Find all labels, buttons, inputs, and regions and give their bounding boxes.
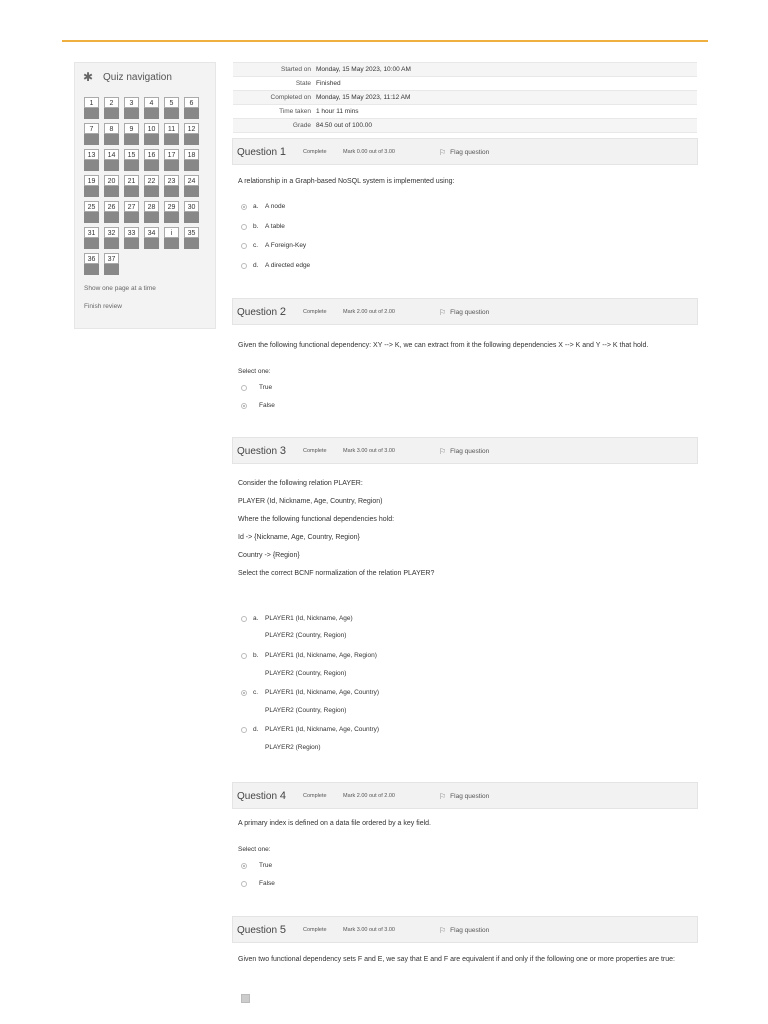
- question-nav-number: 33: [124, 227, 139, 238]
- question-nav-button[interactable]: [144, 227, 159, 249]
- question-nav-number: 37: [104, 253, 119, 264]
- question-nav-status-bar: [104, 108, 119, 119]
- summary-value: Monday, 15 May 2023, 10:00 AM: [316, 66, 411, 73]
- question-1-title: Question 1: [237, 146, 286, 158]
- question-nav-status-bar: [144, 108, 159, 119]
- radio-button[interactable]: [241, 263, 247, 269]
- question-nav-status-bar: [144, 238, 159, 249]
- question-3-line-3: Where the following functional dependencies hold:: [238, 516, 395, 523]
- question-5-text: Given two functional dependency sets F and E, we say that E and F are equivalent if and only if the following one or more properties are true:: [238, 956, 675, 963]
- question-nav-status-bar: [164, 212, 179, 223]
- question-nav-button[interactable]: [144, 175, 159, 197]
- q3-option-a[interactable]: a. PLAYER1 (Id, Nickname, Age): [241, 615, 353, 622]
- question-2-state: Complete: [303, 309, 327, 315]
- radio-button[interactable]: [241, 863, 247, 869]
- q2-option-false[interactable]: False: [241, 402, 275, 409]
- question-nav-status-bar: [124, 160, 139, 171]
- question-nav-number: 8: [104, 123, 119, 134]
- flag-icon: ⚐: [439, 792, 447, 801]
- radio-button[interactable]: [241, 727, 247, 733]
- q1-option-b[interactable]: b. A table: [241, 223, 285, 230]
- question-5-title: Question 5: [237, 924, 286, 936]
- summary-row: [233, 118, 697, 133]
- question-nav-button[interactable]: [104, 97, 119, 119]
- question-nav-number: 9: [124, 123, 139, 134]
- question-nav-button[interactable]: [104, 201, 119, 223]
- question-4-select-one: Select one:: [238, 846, 271, 853]
- question-nav-status-bar: [164, 186, 179, 197]
- question-nav-status-bar: [164, 238, 179, 249]
- question-nav-number: 17: [164, 149, 179, 160]
- question-nav-button[interactable]: [164, 149, 179, 171]
- quiz-navigation-panel: [74, 62, 216, 329]
- question-nav-status-bar: [184, 108, 199, 119]
- radio-button[interactable]: [241, 204, 247, 210]
- q3-option-b-sub: PLAYER2 (Country, Region): [265, 670, 347, 677]
- question-4-mark: Mark 2.00 out of 2.00: [343, 793, 395, 799]
- question-nav-button[interactable]: [164, 175, 179, 197]
- question-nav-status-bar: [84, 264, 99, 275]
- quiz-navigation-header: [83, 71, 172, 83]
- summary-key: Completed on: [270, 94, 311, 101]
- question-3-header: [232, 437, 698, 464]
- q3-option-a-sub: PLAYER2 (Country, Region): [265, 632, 347, 639]
- question-nav-number: 23: [164, 175, 179, 186]
- question-nav-button[interactable]: [84, 253, 99, 275]
- question-5-flag[interactable]: ⚐ Flag question: [439, 926, 490, 935]
- question-2-header: [232, 298, 698, 325]
- question-nav-status-bar: [184, 238, 199, 249]
- question-nav-button[interactable]: [164, 97, 179, 119]
- question-nav-number: 14: [104, 149, 119, 160]
- question-nav-button[interactable]: [164, 227, 179, 249]
- q3-option-b[interactable]: b. PLAYER1 (Id, Nickname, Age, Region): [241, 652, 377, 659]
- question-nav-status-bar: [84, 238, 99, 249]
- question-nav-status-bar: [124, 212, 139, 223]
- question-nav-status-bar: [84, 108, 99, 119]
- radio-button[interactable]: [241, 653, 247, 659]
- question-nav-button[interactable]: [164, 201, 179, 223]
- question-nav-status-bar: [184, 212, 199, 223]
- question-nav-status-bar: [144, 186, 159, 197]
- question-5-mark: Mark 3.00 out of 3.00: [343, 927, 395, 933]
- q5-checkbox[interactable]: [241, 994, 250, 1003]
- question-nav-status-bar: [184, 160, 199, 171]
- question-4-flag[interactable]: ⚐ Flag question: [439, 792, 490, 801]
- radio-button[interactable]: [241, 224, 247, 230]
- question-nav-button[interactable]: [84, 201, 99, 223]
- question-3-title: Question 3: [237, 445, 286, 457]
- question-nav-status-bar: [84, 160, 99, 171]
- question-nav-button[interactable]: [124, 123, 139, 145]
- radio-button[interactable]: [241, 403, 247, 409]
- gear-icon: ✱: [83, 70, 94, 84]
- question-nav-status-bar: [84, 212, 99, 223]
- question-nav-status-bar: [164, 160, 179, 171]
- show-one-page-link[interactable]: Show one page at a time: [84, 285, 156, 292]
- question-nav-button[interactable]: [124, 227, 139, 249]
- question-2-select-one: Select one:: [238, 368, 271, 375]
- q3-option-d[interactable]: d. PLAYER1 (Id, Nickname, Age, Country): [241, 726, 379, 733]
- question-nav-button[interactable]: [184, 227, 199, 249]
- question-nav-button[interactable]: [84, 149, 99, 171]
- question-nav-button[interactable]: [84, 97, 99, 119]
- question-nav-number: 11: [164, 123, 179, 134]
- question-nav-number: 4: [144, 97, 159, 108]
- question-nav-button[interactable]: [144, 123, 159, 145]
- question-nav-status-bar: [144, 212, 159, 223]
- summary-value: 1 hour 11 mins: [316, 108, 359, 115]
- q1-option-d[interactable]: d. A directed edge: [241, 262, 310, 269]
- question-nav-button[interactable]: [124, 97, 139, 119]
- q1-option-a[interactable]: a. A node: [241, 203, 285, 210]
- question-nav-number: 15: [124, 149, 139, 160]
- question-3-line-6: Select the correct BCNF normalization of the relation PLAYER?: [238, 570, 435, 577]
- question-nav-status-bar: [184, 134, 199, 145]
- question-nav-number: 10: [144, 123, 159, 134]
- q3-option-c-sub: PLAYER2 (Country, Region): [265, 707, 347, 714]
- question-nav-button[interactable]: [124, 201, 139, 223]
- question-nav-number: 29: [164, 201, 179, 212]
- q2-option-true[interactable]: True: [241, 384, 272, 391]
- question-nav-number: 12: [184, 123, 199, 134]
- question-nav-number: 19: [84, 175, 99, 186]
- question-nav-button[interactable]: [84, 227, 99, 249]
- radio-button[interactable]: [241, 881, 247, 887]
- question-nav-status-bar: [164, 108, 179, 119]
- question-nav-number: 36: [84, 253, 99, 264]
- question-nav-button[interactable]: [124, 175, 139, 197]
- q1-option-c[interactable]: c. A Foreign-Key: [241, 242, 306, 249]
- question-nav-button[interactable]: [84, 175, 99, 197]
- question-nav-button[interactable]: [184, 175, 199, 197]
- q4-option-false[interactable]: False: [241, 880, 275, 887]
- question-nav-status-bar: [124, 134, 139, 145]
- attempt-summary-table: [233, 62, 697, 133]
- flag-icon: ⚐: [439, 926, 447, 935]
- flag-icon: ⚐: [439, 447, 447, 456]
- question-nav-button[interactable]: [184, 123, 199, 145]
- question-1-flag[interactable]: ⚐ Flag question: [439, 148, 490, 157]
- summary-key: Time taken: [279, 108, 311, 115]
- question-nav-number: i: [164, 227, 179, 238]
- question-nav-button[interactable]: [84, 123, 99, 145]
- question-1-mark: Mark 0.00 out of 3.00: [343, 149, 395, 155]
- question-nav-status-bar: [124, 186, 139, 197]
- question-nav-number: 25: [84, 201, 99, 212]
- question-nav-number: 18: [184, 149, 199, 160]
- question-nav-button[interactable]: [104, 253, 119, 275]
- question-2-text: Given the following functional dependency: XY --> K, we can extract from it the following dependencies X --> K and Y --> K that hold.: [238, 342, 649, 349]
- flag-icon: ⚐: [439, 148, 447, 157]
- question-nav-number: 28: [144, 201, 159, 212]
- question-nav-status-bar: [104, 212, 119, 223]
- question-nav-status-bar: [184, 186, 199, 197]
- question-nav-number: 1: [84, 97, 99, 108]
- question-nav-number: 7: [84, 123, 99, 134]
- summary-key: Started on: [281, 66, 311, 73]
- question-nav-number: 2: [104, 97, 119, 108]
- question-nav-button[interactable]: [164, 123, 179, 145]
- question-nav-status-bar: [84, 186, 99, 197]
- summary-value: Monday, 15 May 2023, 11:12 AM: [316, 94, 411, 101]
- question-nav-button[interactable]: [144, 201, 159, 223]
- question-nav-button[interactable]: [104, 123, 119, 145]
- question-nav-number: 34: [144, 227, 159, 238]
- question-nav-status-bar: [144, 134, 159, 145]
- question-2-mark: Mark 2.00 out of 2.00: [343, 309, 395, 315]
- question-nav-number: 31: [84, 227, 99, 238]
- question-nav-number: 16: [144, 149, 159, 160]
- question-nav-button[interactable]: [184, 97, 199, 119]
- question-nav-status-bar: [104, 186, 119, 197]
- question-nav-number: 26: [104, 201, 119, 212]
- quiz-navigation-title: Quiz navigation: [103, 71, 172, 83]
- summary-value: Finished: [316, 80, 341, 87]
- q3-option-d-sub: PLAYER2 (Region): [265, 744, 321, 751]
- question-3-state: Complete: [303, 448, 327, 454]
- radio-button[interactable]: [241, 385, 247, 391]
- question-nav-status-bar: [104, 238, 119, 249]
- question-nav-button[interactable]: [144, 149, 159, 171]
- question-nav-number: 20: [104, 175, 119, 186]
- question-nav-button[interactable]: [184, 201, 199, 223]
- question-nav-status-bar: [124, 238, 139, 249]
- summary-key: Grade: [292, 122, 311, 129]
- question-nav-status-bar: [104, 160, 119, 171]
- q4-option-true[interactable]: True: [241, 862, 272, 869]
- question-2-title: Question 2: [237, 306, 286, 318]
- radio-button[interactable]: [241, 616, 247, 622]
- question-nav-button[interactable]: [144, 97, 159, 119]
- header-accent-line: [62, 40, 708, 42]
- summary-row: [233, 90, 697, 104]
- question-nav-number: 21: [124, 175, 139, 186]
- question-3-line-1: Consider the following relation PLAYER:: [238, 480, 363, 487]
- question-1-text: A relationship in a Graph-based NoSQL system is implemented using:: [238, 178, 455, 185]
- question-nav-number: 5: [164, 97, 179, 108]
- question-3-flag[interactable]: ⚐ Flag question: [439, 447, 490, 456]
- radio-button[interactable]: [241, 690, 247, 696]
- question-4-title: Question 4: [237, 790, 286, 802]
- summary-row: [233, 104, 697, 118]
- question-5-header: [232, 916, 698, 943]
- question-nav-number: 22: [144, 175, 159, 186]
- question-nav-number: 6: [184, 97, 199, 108]
- summary-key: State: [295, 80, 311, 87]
- question-3-line-5: Country -> {Region}: [238, 552, 300, 559]
- question-nav-number: 3: [124, 97, 139, 108]
- question-nav-button[interactable]: [104, 175, 119, 197]
- question-4-state: Complete: [303, 793, 327, 799]
- question-nav-status-bar: [124, 108, 139, 119]
- question-3-line-4: Id -> {Nickname, Age, Country, Region}: [238, 534, 360, 541]
- question-nav-status-bar: [144, 160, 159, 171]
- question-4-header: [232, 782, 698, 809]
- question-1-header: [232, 138, 698, 165]
- question-1-state: Complete: [303, 149, 327, 155]
- question-nav-status-bar: [104, 264, 119, 275]
- finish-review-link[interactable]: Finish review: [84, 303, 122, 310]
- question-nav-number: 35: [184, 227, 199, 238]
- summary-row: [233, 76, 697, 90]
- question-nav-number: 27: [124, 201, 139, 212]
- flag-icon: ⚐: [439, 308, 447, 317]
- question-5-state: Complete: [303, 927, 327, 933]
- summary-value: 84.50 out of 100.00: [316, 122, 373, 129]
- question-nav-button[interactable]: [124, 149, 139, 171]
- question-nav-status-bar: [164, 134, 179, 145]
- question-nav-status-bar: [84, 134, 99, 145]
- question-3-mark: Mark 3.00 out of 3.00: [343, 448, 395, 454]
- q3-option-c[interactable]: c. PLAYER1 (Id, Nickname, Age, Country): [241, 689, 379, 696]
- question-nav-number: 13: [84, 149, 99, 160]
- question-2-flag[interactable]: ⚐ Flag question: [439, 308, 490, 317]
- question-nav-status-bar: [104, 134, 119, 145]
- question-nav-number: 32: [104, 227, 119, 238]
- question-3-line-2: PLAYER (Id, Nickname, Age, Country, Region): [238, 498, 383, 505]
- question-nav-button[interactable]: [184, 149, 199, 171]
- summary-row: [233, 62, 697, 76]
- question-4-text: A primary index is defined on a data file ordered by a key field.: [238, 820, 431, 827]
- question-nav-number: 24: [184, 175, 199, 186]
- question-nav-button[interactable]: [104, 227, 119, 249]
- question-nav-button[interactable]: [104, 149, 119, 171]
- question-nav-number: 30: [184, 201, 199, 212]
- radio-button[interactable]: [241, 243, 247, 249]
